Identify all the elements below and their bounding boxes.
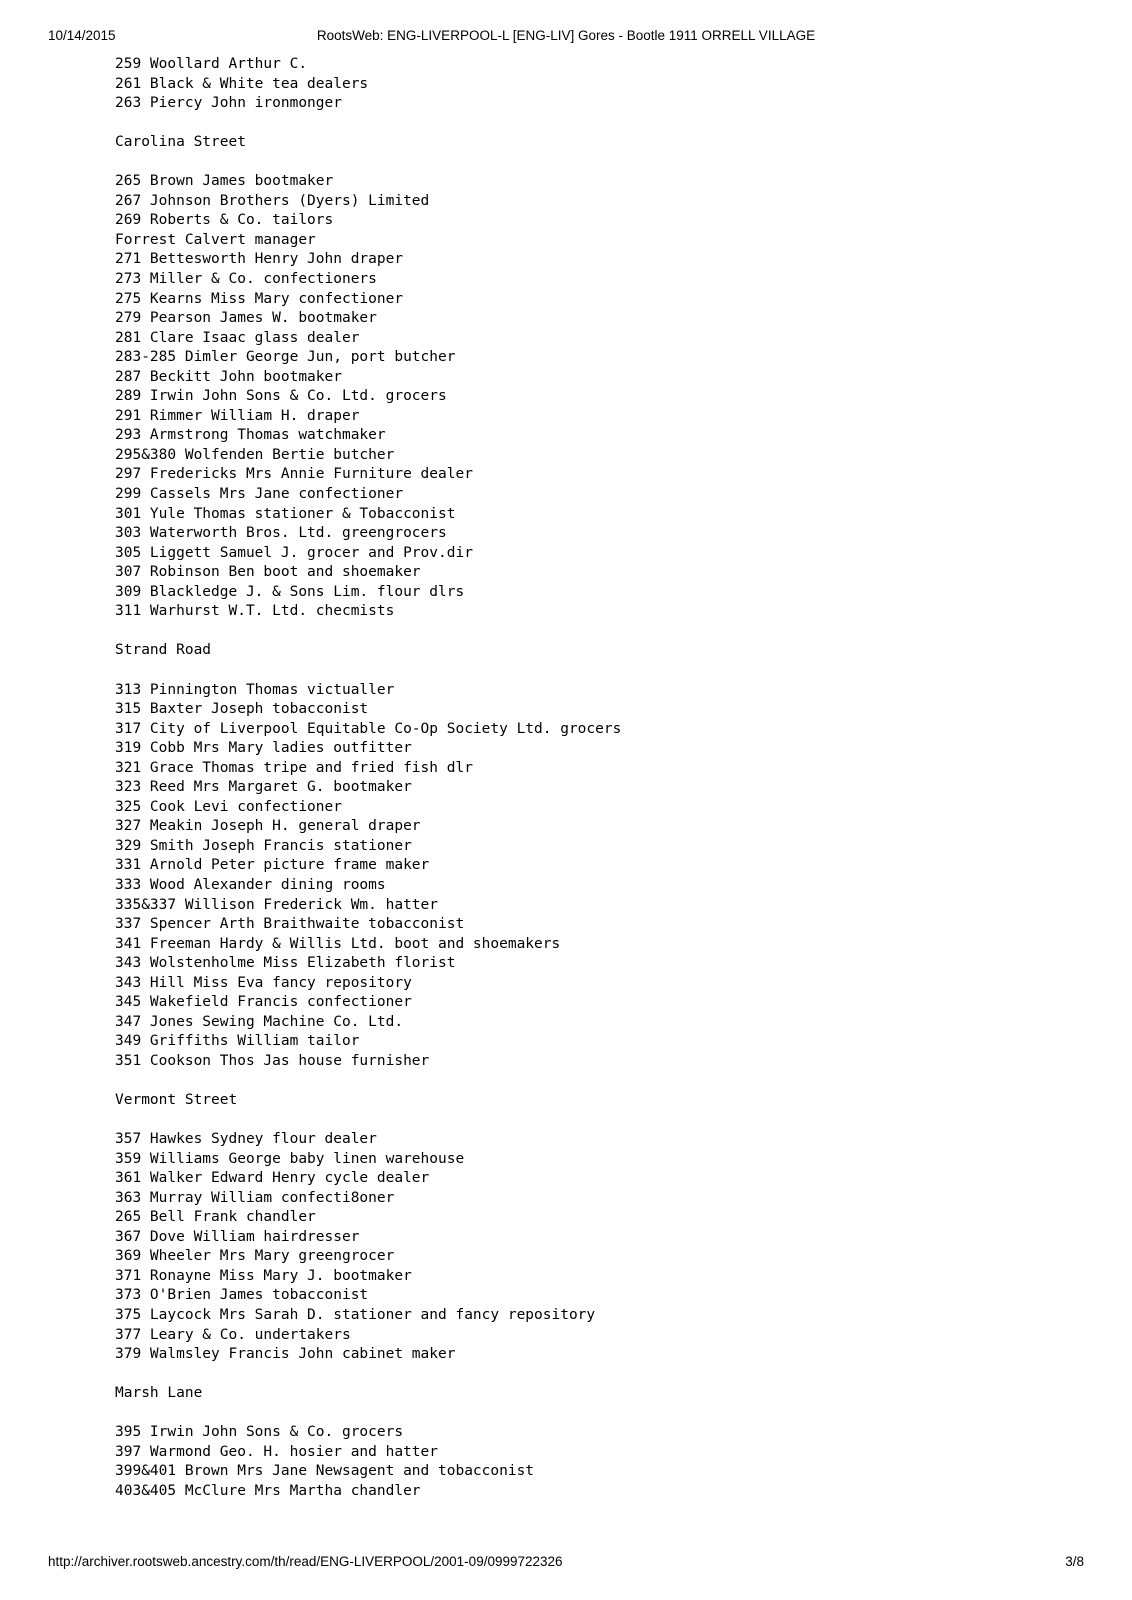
document-line: 341 Freeman Hardy & Willis Ltd. boot and shoemakers [115,935,561,952]
document-line: 369 Wheeler Mrs Mary greengrocer [115,1248,395,1265]
source-url: http://archiver.rootsweb.ancestry.com/th/read/ENG-LIVERPOOL/2001-09/0999722326 [48,1554,563,1569]
document-line: 259 Woollard Arthur C. [115,56,308,72]
document-line: 337 Spencer Arth Braithwaite tobacconist [115,916,465,933]
document-line: 329 Smith Joseph Francis stationer [115,837,412,854]
document-line: 307 Robinson Ben boot and shoemaker [115,564,421,581]
document-line: 403&405 McClure Mrs Martha chandler [115,1482,421,1499]
document-line: 377 Leary & Co. undertakers [115,1326,351,1343]
document-line: 313 Pinnington Thomas victualler [115,681,395,698]
document-line: 301 Yule Thomas stationer & Tobacconist [115,505,456,522]
document-line: 309 Blackledge J. & Sons Lim. flour dlrs [115,583,465,600]
document-line: 305 Liggett Samuel J. grocer and Prov.dir [115,544,473,561]
document-title: RootsWeb: ENG-LIVERPOOL-L [ENG-LIV] Gores - Bootle 1911 ORRELL VILLAGE [316,28,816,43]
document-line [115,1071,1112,1091]
document-line: 289 Irwin John Sons & Co. Ltd. grocers [115,388,447,405]
document-body [115,55,1112,1501]
document-line [115,153,1112,173]
document-line: 265 Brown James bootmaker [115,173,334,190]
document-line: 295&380 Wolfenden Bertie butcher [115,446,395,463]
document-line: 357 Hawkes Sydney flour dealer [115,1131,377,1148]
document-line [115,1365,1112,1385]
document-line: 321 Grace Thomas tripe and fried fish dlr [115,759,473,776]
print-date: 10/14/2015 [48,28,116,43]
document-line [115,1111,1112,1131]
document-line: 325 Cook Levi confectioner [115,798,342,815]
document-line: 287 Beckitt John bootmaker [115,368,342,385]
document-line: 399&401 Brown Mrs Jane Newsagent and tobacconist [115,1463,535,1480]
document-line: 359 Williams George baby linen warehouse [115,1150,465,1167]
document-line: Strand Road [115,642,212,659]
document-line: 273 Miller & Co. confectioners [115,271,377,288]
document-line: 367 Dove William hairdresser [115,1228,360,1245]
document-line: 297 Fredericks Mrs Annie Furniture dealer [115,466,473,483]
document-line: 363 Murray William confecti8oner [115,1189,395,1206]
page-number: 3/8 [1065,1554,1084,1569]
document-line [115,114,1112,134]
document-line: 281 Clare Isaac glass dealer [115,329,360,346]
document-line: 343 Hill Miss Eva fancy repository [115,974,412,991]
document-line: 269 Roberts & Co. tailors [115,212,334,229]
document-line: 379 Walmsley Francis John cabinet maker [115,1346,456,1363]
document-line: 395 Irwin John Sons & Co. grocers [115,1424,404,1441]
document-line: 397 Warmond Geo. H. hosier and hatter [115,1443,439,1460]
document-line: Vermont Street [115,1091,238,1108]
document-line: 291 Rimmer William H. draper [115,407,360,424]
document-line: 263 Piercy John ironmonger [115,95,342,112]
document-line: 361 Walker Edward Henry cycle dealer [115,1170,430,1187]
document-line: Forrest Calvert manager [115,231,316,248]
document-line [115,622,1112,642]
document-line: 333 Wood Alexander dining rooms [115,876,386,893]
document-line: 279 Pearson James W. bootmaker [115,310,377,327]
document-line: 373 O'Brien James tobacconist [115,1287,369,1304]
document-line: 331 Arnold Peter picture frame maker [115,857,430,874]
document-line: Carolina Street [115,134,246,151]
document-line [115,661,1112,681]
document-line: 303 Waterworth Bros. Ltd. greengrocers [115,525,447,542]
document-line: 267 Johnson Brothers (Dyers) Limited [115,192,430,209]
document-line: 283-285 Dimler George Jun, port butcher [115,349,456,366]
document-line: 371 Ronayne Miss Mary J. bootmaker [115,1267,412,1284]
document-line: 261 Black & White tea dealers [115,75,369,92]
document-line: Marsh Lane [115,1385,203,1402]
document-line: 311 Warhurst W.T. Ltd. checmists [115,603,395,620]
document-line: 271 Bettesworth Henry John draper [115,251,404,268]
document-line: 349 Griffiths William tailor [115,1033,360,1050]
document-line: 327 Meakin Joseph H. general draper [115,818,421,835]
document-line: 299 Cassels Mrs Jane confectioner [115,486,404,503]
document-line [115,1404,1112,1424]
document-line: 343 Wolstenholme Miss Elizabeth florist [115,955,456,972]
document-line: 319 Cobb Mrs Mary ladies outfitter [115,740,412,757]
document-line: 345 Wakefield Francis confectioner [115,994,412,1011]
document-line: 323 Reed Mrs Margaret G. bootmaker [115,779,412,796]
print-footer [48,1554,1084,1572]
print-header [48,28,1084,46]
document-line: 351 Cookson Thos Jas house furnisher [115,1052,430,1069]
document-line: 347 Jones Sewing Machine Co. Ltd. [115,1013,404,1030]
document-line: 315 Baxter Joseph tobacconist [115,701,369,718]
document-line: 275 Kearns Miss Mary confectioner [115,290,404,307]
document-line: 317 City of Liverpool Equitable Co-Op Society Ltd. grocers [115,720,622,737]
document-line: 293 Armstrong Thomas watchmaker [115,427,386,444]
document-line: 265 Bell Frank chandler [115,1209,316,1226]
document-line: 375 Laycock Mrs Sarah D. stationer and fancy repository [115,1307,596,1323]
document-line: 335&337 Willison Frederick Wm. hatter [115,896,439,913]
